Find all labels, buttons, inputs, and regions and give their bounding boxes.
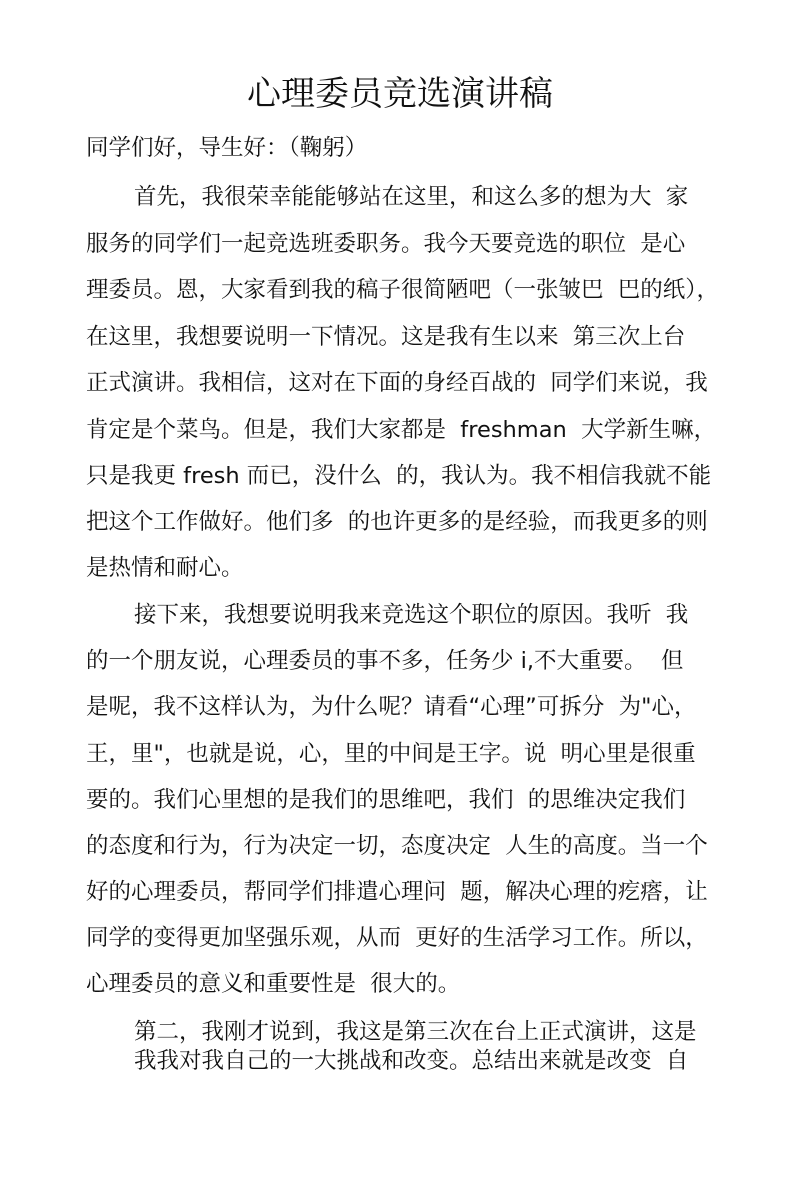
- paragraph-1-line-9: 是热情和耐心。: [86, 555, 244, 581]
- paragraph-1-line-3: 理委员。恩，大家看到我的稿子很简陋吧（一张皱巴 巴的纸），: [86, 277, 720, 303]
- paragraph-1-line-6: 肯定是个菜鸟。但是，我们大家都是 freshman 大学新生嘛，: [86, 417, 717, 443]
- paragraph-1-line-1: 首先，我很荣幸能能够站在这里，和这么多的想为大 家: [134, 184, 689, 210]
- paragraph-1-line-2: 服务的同学们一起竞选班委职务。我今天要竞选的职位 是心: [86, 231, 686, 257]
- paragraph-1-line-5: 正式演讲。我相信，这对在下面的身经百战的 同学们来说，我: [86, 370, 708, 396]
- paragraph-3-line-2: 我我对我自己的一大挑战和改变。总结出来就是改变 自: [134, 1048, 689, 1074]
- paragraph-1-line-7: 只是我更 fresh 而已，没什么 的，我认为。我不相信我就不能: [86, 463, 712, 489]
- paragraph-2-line-5: 要的。我们心里想的是我们的思维吧，我们 的思维决定我们: [86, 787, 686, 813]
- greeting-line: 同学们好，导生好：（鞠躬）: [86, 135, 368, 161]
- paragraph-3-line-1: 第二，我刚才说到，我这是第三次在台上正式演讲，这是: [134, 1019, 697, 1045]
- paragraph-2-line-3: 是呢，我不这样认为，为什么呢？请看“心理”可拆分 为"心，: [86, 694, 697, 720]
- paragraph-2-line-1: 接下来，我想要说明我来竞选这个职位的原因。我听 我: [134, 602, 689, 628]
- paragraph-2-line-8: 同学的变得更加坚强乐观，从而 更好的生活学习工作。所以，: [86, 925, 708, 951]
- paragraph-2-line-7: 好的心理委员，帮同学们排遣心理问 题，解决心理的疙瘩，让: [86, 879, 708, 905]
- paragraph-2-line-4: 王，里"，也就是说，心，里的中间是王字。说 明心里是很重: [86, 741, 696, 767]
- paragraph-1-line-4: 在这里，我想要说明一下情况。这是我有生以来 第三次上台: [86, 324, 686, 350]
- paragraph-2-line-9: 心理委员的意义和重要性是 很大的。: [86, 971, 461, 997]
- paragraph-1-line-8: 把这个工作做好。他们多 的也许更多的是经验，而我更多的则: [86, 509, 708, 535]
- paragraph-2-line-2: 的一个朋友说，心理委员的事不多，任务少 i,不大重要。 但: [86, 648, 684, 674]
- paragraph-2-line-6: 的态度和行为，行为决定一切，态度决定 人生的高度。当一个: [86, 833, 708, 859]
- document-title: 心理委员竞选演讲稿: [247, 74, 553, 114]
